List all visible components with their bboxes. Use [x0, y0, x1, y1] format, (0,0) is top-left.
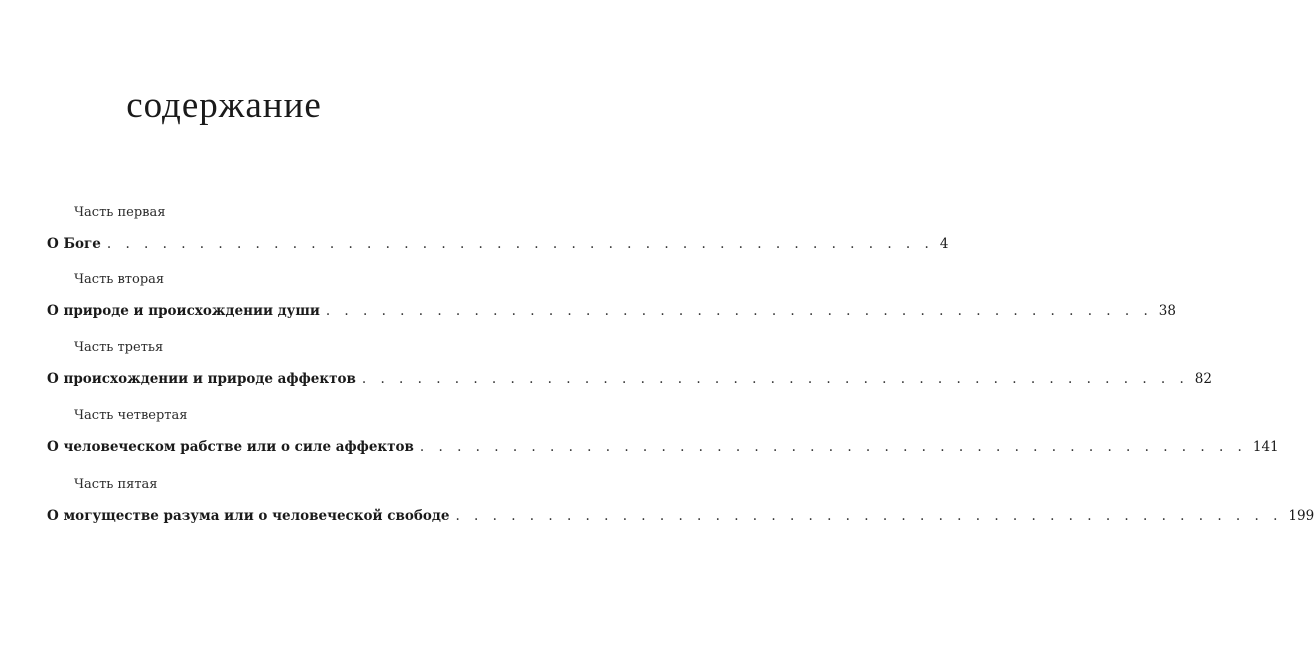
- dot-leader: . . . . . . . . . . . . . . . . . . . . . . . . . . . . . . . . . . . . . . . . . . . . .: [106, 236, 934, 252]
- toc-entry: [47, 203, 949, 254]
- chapter-line[interactable]: [47, 369, 1212, 389]
- page-number: 141: [1252, 439, 1279, 455]
- part-label: Часть пятая: [74, 477, 158, 492]
- chapter-title: О происхождении и природе аффектов: [47, 371, 356, 387]
- part-label: Часть четвертая: [74, 408, 188, 423]
- chapter-line[interactable]: [47, 506, 1314, 526]
- chapter-title: О Боге: [47, 236, 101, 252]
- toc-heading: содержание: [126, 85, 322, 126]
- dot-leader: . . . . . . . . . . . . . . . . . . . . . . . . . . . . . . . . . . . . . . . . . . . . .: [419, 439, 1247, 455]
- dot-leader: . . . . . . . . . . . . . . . . . . . . . . . . . . . . . . . . . . . . . . . . . . . . .: [325, 303, 1153, 319]
- part-label: Часть третья: [74, 340, 164, 355]
- toc-entry: [47, 475, 1314, 526]
- toc-entry: [47, 270, 1176, 321]
- chapter-line[interactable]: [47, 301, 1176, 321]
- page-number: 82: [1194, 371, 1212, 387]
- page-number: 199: [1288, 508, 1314, 524]
- chapter-line[interactable]: [47, 437, 1279, 457]
- chapter-title: О природе и происхождении души: [47, 303, 320, 319]
- dot-leader: . . . . . . . . . . . . . . . . . . . . . . . . . . . . . . . . . . . . . . . . . . . . .: [361, 371, 1189, 387]
- chapter-title: О могуществе разума или о человеческой свободе: [47, 508, 450, 524]
- page-number: 38: [1158, 303, 1176, 319]
- chapter-title: О человеческом рабстве или о силе аффектов: [47, 439, 414, 455]
- page-number: 4: [939, 236, 949, 252]
- dot-leader: . . . . . . . . . . . . . . . . . . . . . . . . . . . . . . . . . . . . . . . . . . . . .: [455, 508, 1283, 524]
- toc-entry: [47, 338, 1212, 389]
- toc-entry: [47, 406, 1279, 457]
- part-label: Часть первая: [74, 205, 166, 220]
- chapter-line[interactable]: [47, 234, 949, 254]
- part-label: Часть вторая: [74, 272, 165, 287]
